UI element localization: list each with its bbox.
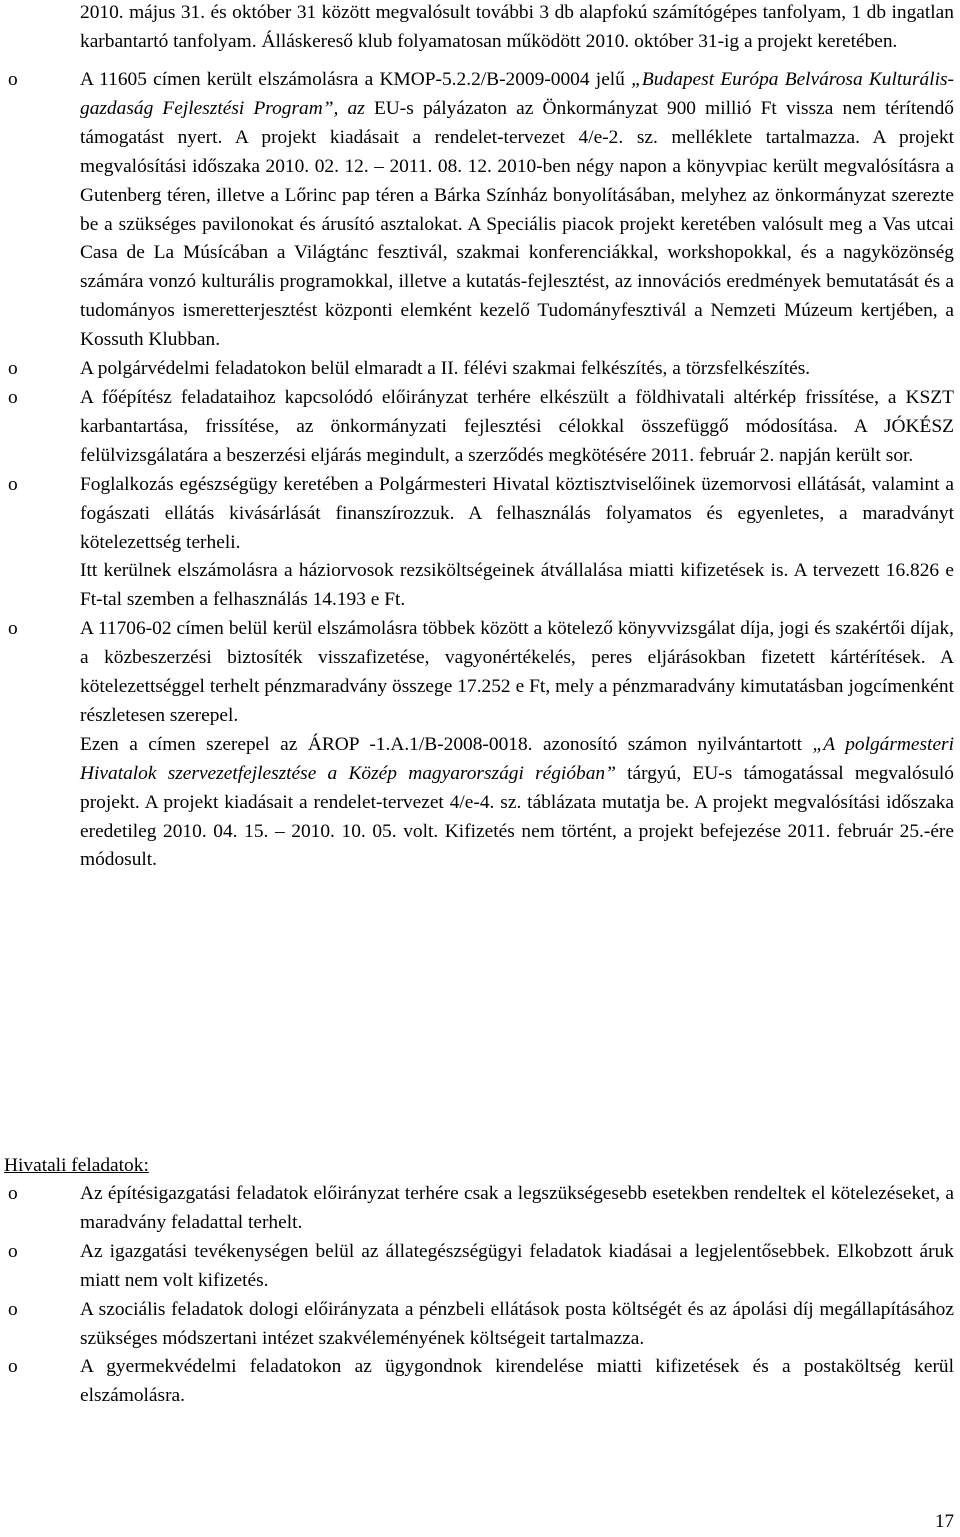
arop-details: tárgyú, EU-s támogatással megvalósuló projekt. A projekt kiadásait a rendelet-tervezet 4/e-4. sz. táblázata mutatja be. A projekt megvalósítási időszaka eredetileg 2010. 04. 15. – 2010. 10. 05. volt. Kifizetés nem történt, a projekt befejezése 2011. február 25.-ére módosult. <box>80 762 954 871</box>
arop-intro: Ezen a címen szerepel az ÁROP -1.A.1/B-2008-0018. azonosító számon nyilvántartott <box>80 733 813 755</box>
hivatali-items-list <box>0 1180 954 1411</box>
list-item-polgarvedelmi <box>0 355 954 384</box>
list-item <box>0 1353 954 1411</box>
list-item-text: A gyermekvédelmi feladatokon az ügygondnok kirendelése miatti kifizetések és a postaköltség kerül elszámolásra. <box>80 1356 954 1407</box>
section-heading-hivatali: Hivatali feladatok: <box>4 1155 149 1176</box>
list-item-text: A polgárvédelmi feladatokon belül elmaradt a II. félévi szakmai felkészítés, a törzsfelkészítés. <box>80 358 811 380</box>
list-item-kmop <box>0 66 954 355</box>
bullet-marker: o <box>8 1356 18 1378</box>
list-item-text <box>80 66 954 355</box>
list-item-foglalkozas <box>0 471 954 616</box>
list-item <box>0 1296 954 1354</box>
kmop-details: EU-s pályázaton az Önkormányzat 900 millió Ft vissza nem térítendő támogatást nyert. A projekt kiadásait a rendelet-tervezet 4/e-2. sz. melléklete tartalmazza. A projekt megvalósítási időszaka 2010. 02. 12. – 2011. 08. 12. 2010-ben négy napon a könyvpiac került megvalósításra a Gutenberg téren, illetve a Lőrinc pap téren a Bárka Színház bonyolításában, melyhez az önkormányzat szerezte be a szükséges pavilonokat és árusító asztalokat. A Speciális piacok projekt keretében valósult meg a Vas utcai Casa de La Músícában a Világtánc fesztivál, szakmai konferenciákkal, workshopokkal, és a nagyközönség számára vonzó kulturális programokkal, illetve a kutatás-fejlesztést, az innovációs eredmények bemutatását és a tudományos ismeretterjesztést központi elemként kezelő Tudományfesztivál a Nemzeti Múzeum kertjében, a Kossuth Klubban. <box>80 97 954 351</box>
list-item-text: A főépítész feladataihoz kapcsolódó előirányzat terhére elkészült a földhivatali altérkép frissítése, a KSZT karbantartása, frissítése, az önkormányzati fejlesztési célokkal összefüggő módosítása. A JÓKÉSZ felülvizsgálatára a beszerzési eljárás megindult, a szerződés megkötésére 2011. február 2. napján került sor. <box>80 386 954 466</box>
foglalkozas-paragraph-1: Foglalkozás egészségügy keretében a Polgármesteri Hivatal köztisztviselőinek üzemorvosi ellátását, valamint a fogászati ellátás kivásárlását finanszírozzuk. A felhasználás folyamatos és egyenletes, a maradványt kötelezettség terheli. <box>80 473 954 553</box>
list-item-cim-11706 <box>0 615 954 875</box>
kmop-intro: A 11605 címen került elszámolásra a KMOP-5.2.2/B-2009-0004 jelű <box>80 69 632 90</box>
budget-items-list <box>0 66 954 875</box>
bullet-marker: o <box>8 69 18 90</box>
bullet-marker: o <box>8 1298 18 1320</box>
bullet-marker: o <box>8 358 18 380</box>
bullet-marker: o <box>8 386 18 408</box>
arop-project-title: „A polgármesteri Hivatalok szervezetfejlesztése a Közép magyarországi régióban” <box>80 733 954 784</box>
foglalkozas-paragraph-2: Itt kerülnek elszámolásra a háziorvosok rezsiköltségeinek átvállalása miatti kifizetések is. A tervezett 16.826 e Ft-tal szemben a felhasználás 14.193 e Ft. <box>80 560 954 611</box>
list-item <box>0 1238 954 1296</box>
program-title: „Budapest Európa Belvárosa Kulturális-gazdaság Fejlesztési Program”, az <box>80 69 954 119</box>
continuation-paragraph: 2010. május 31. és október 31 között megvalósult további 3 db alapfokú számítógépes tanfolyam, 1 db ingatlan karbantartó tanfolyam. Álláskereső klub folyamatosan működött 2010. október 31-ig a projekt keretében. <box>80 2 954 52</box>
bullet-marker: o <box>8 618 18 640</box>
bullet-marker: o <box>8 1240 18 1262</box>
list-item-text: A szociális feladatok dologi előirányzata a pénzbeli ellátások posta költségét és az ápolási díj megállapításához szükséges módszertani intézet szakvéleményének költségeit tartalmazza. <box>80 1298 954 1349</box>
page-number: 17 <box>935 1511 954 1532</box>
list-item-text: Az igazgatási tevékenységen belül az állategészségügyi feladatok kiadásai a legjelentősebbek. Elkobzott áruk miatt nem volt kifizetés. <box>80 1240 954 1291</box>
cim-11706-paragraph-2 <box>80 731 954 876</box>
bullet-marker: o <box>8 473 18 495</box>
cim-11706-paragraph-1: A 11706-02 címen belül kerül elszámolásra többek között a kötelező könyvvizsgálat díja, jogi és szakértői díjak, a közbeszerzési biztosíték visszafizetése, vagyonértékelés, peres eljárásokban fizetett kártérítések. A kötelezettséggel terhelt pénzmaradvány összege 17.252 e Ft, mely a pénzmaradvány kimutatásban jogcímenként részletesen szerepel. <box>80 618 954 726</box>
list-item-text: Az építésigazgatási feladatok előirányzat terhére csak a legszükségesebb esetekben rendeltek el kötelezéseket, a maradvány feladattal terhelt. <box>80 1183 954 1233</box>
list-item-foepitesz <box>0 384 954 471</box>
bullet-marker: o <box>8 1183 18 1204</box>
list-item <box>0 1180 954 1238</box>
